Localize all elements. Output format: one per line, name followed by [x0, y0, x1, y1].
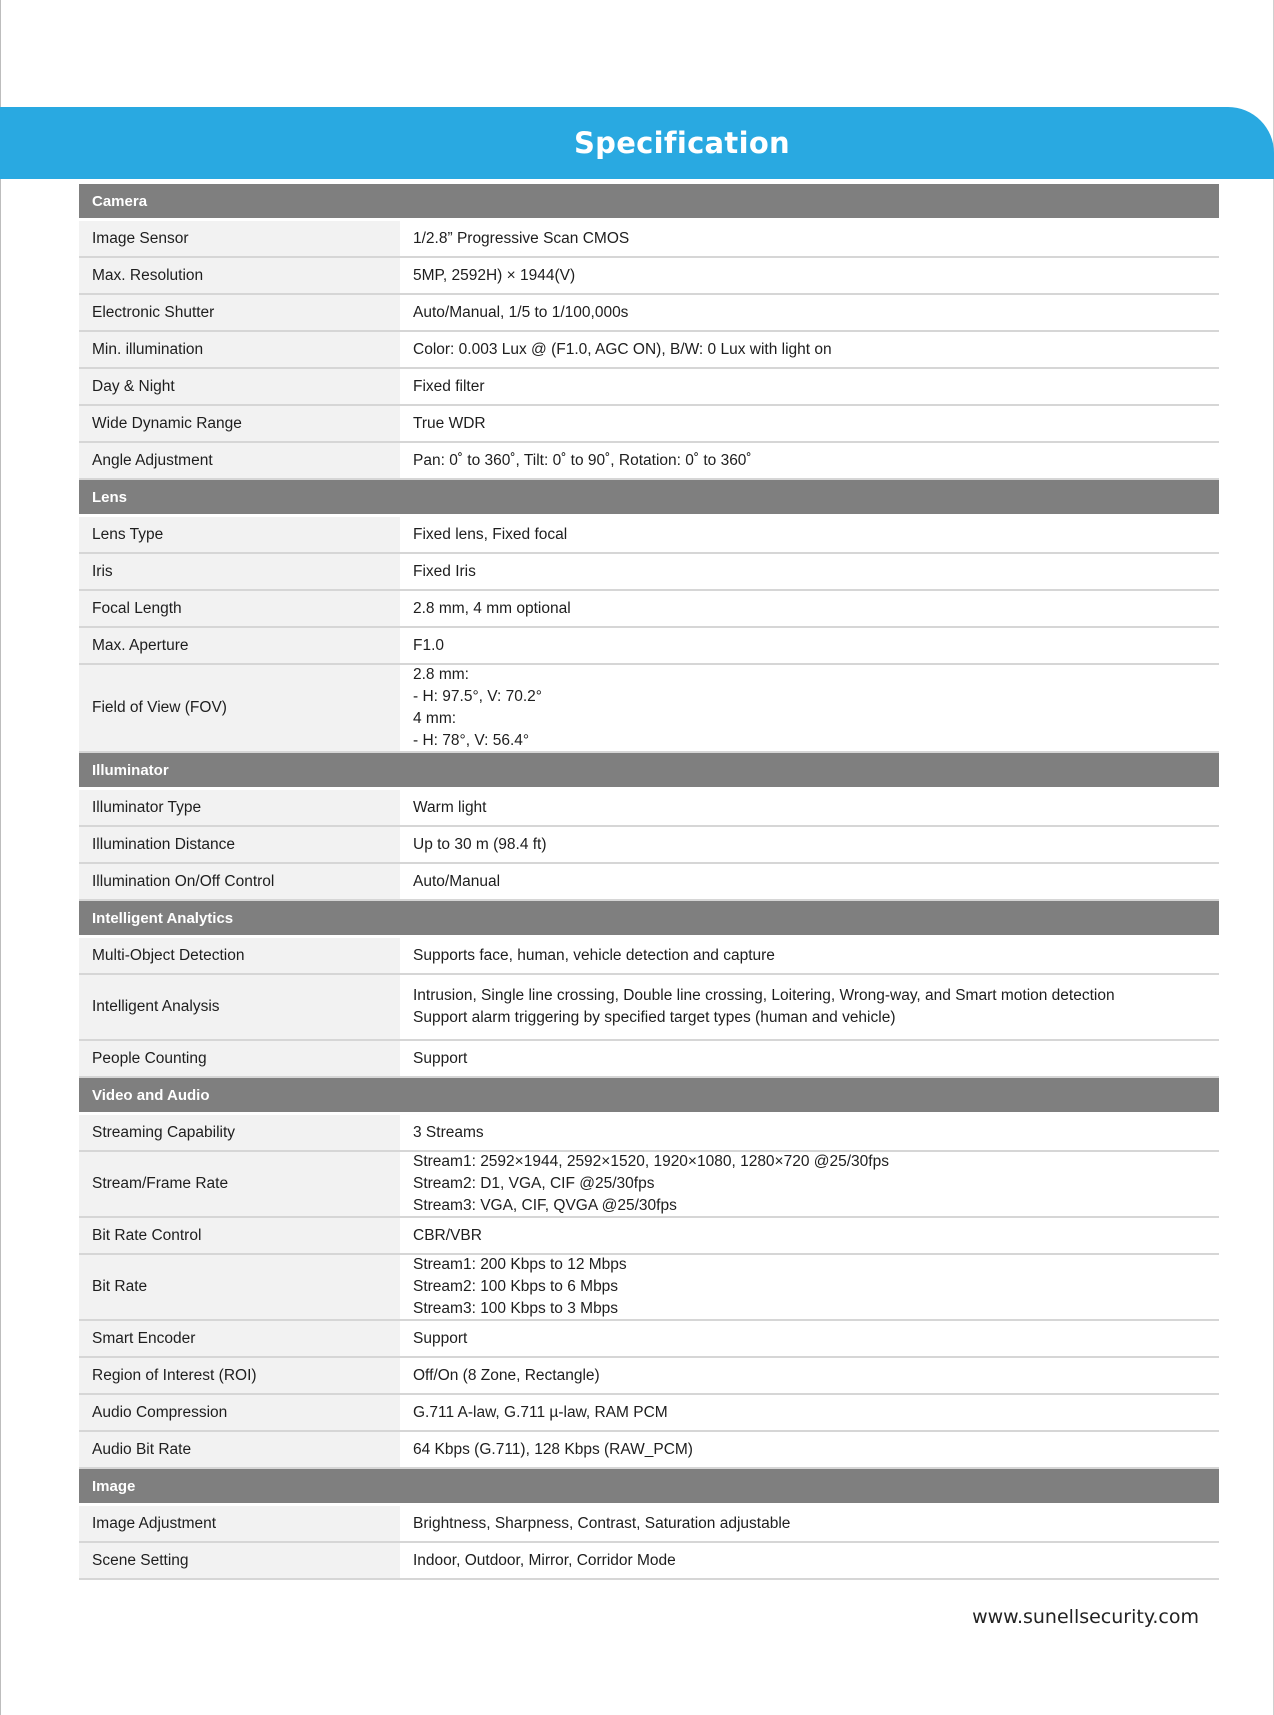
spec-label: Illumination Distance	[79, 827, 400, 862]
spec-row	[79, 938, 1219, 975]
spec-row	[79, 1506, 1219, 1543]
spec-row	[79, 591, 1219, 628]
spec-label: Iris	[79, 554, 400, 589]
spec-value	[403, 827, 1219, 862]
spec-value-line: Support	[413, 1329, 468, 1347]
spec-value-line: Auto/Manual	[413, 872, 501, 890]
spec-label: Image Sensor	[79, 221, 400, 256]
spec-label: Stream/Frame Rate	[79, 1152, 400, 1216]
spec-value	[403, 1432, 1219, 1467]
spec-value-line: Stream2: 100 Kbps to 6 Mbps	[413, 1278, 619, 1295]
section-header-camera: Camera	[79, 184, 1219, 221]
spec-label: Focal Length	[79, 591, 400, 626]
spec-row	[79, 517, 1219, 554]
spec-value-line: True WDR	[413, 414, 486, 432]
spec-value-line: 3 Streams	[413, 1123, 484, 1141]
spec-value	[403, 665, 1219, 751]
spec-value	[403, 1395, 1219, 1430]
spec-value	[403, 258, 1219, 293]
spec-value-line: 5MP, 2592H) × 1944(V)	[413, 266, 576, 284]
spec-label: Scene Setting	[79, 1543, 400, 1578]
spec-label: Bit Rate Control	[79, 1218, 400, 1253]
spec-value	[403, 1115, 1219, 1150]
spec-value-line: Stream1: 200 Kbps to 12 Mbps	[413, 1256, 627, 1273]
spec-value-line: Intrusion, Single line crossing, Double line crossing, Loitering, Wrong-way, and Smart motion detection	[413, 987, 1115, 1004]
footer-website: www.sunellsecurity.com	[972, 1606, 1199, 1628]
spec-value-line: Off/On (8 Zone, Rectangle)	[413, 1366, 600, 1384]
spec-label: Audio Compression	[79, 1395, 400, 1430]
spec-row	[79, 1255, 1219, 1321]
spec-row	[79, 1115, 1219, 1152]
spec-value	[403, 938, 1219, 973]
spec-table	[79, 184, 1219, 1580]
spec-value	[403, 1543, 1219, 1578]
spec-value-line: F1.0	[413, 636, 445, 654]
spec-label: Illuminator Type	[79, 790, 400, 825]
spec-value-line: 2.8 mm:	[413, 666, 469, 683]
spec-value	[403, 1321, 1219, 1356]
spec-label: Audio Bit Rate	[79, 1432, 400, 1467]
spec-value-line: Support alarm triggering by specified target types (human and vehicle)	[413, 1009, 896, 1026]
spec-value-line: Support	[413, 1049, 468, 1067]
spec-row	[79, 975, 1219, 1041]
section-header-video-audio: Video and Audio	[79, 1078, 1219, 1115]
spec-value	[403, 1218, 1219, 1253]
spec-value-line: - H: 78°, V: 56.4°	[413, 732, 530, 749]
spec-row	[79, 554, 1219, 591]
spec-value	[403, 517, 1219, 552]
spec-value-line: Auto/Manual, 1/5 to 1/100,000s	[413, 303, 629, 321]
spec-value	[403, 443, 1219, 478]
spec-value-line: Color: 0.003 Lux @ (F1.0, AGC ON), B/W: 0 Lux with light on	[413, 340, 832, 358]
spec-value	[403, 369, 1219, 404]
spec-value	[403, 1041, 1219, 1076]
spec-label: Max. Resolution	[79, 258, 400, 293]
spec-value-line: Fixed lens, Fixed focal	[413, 525, 568, 543]
spec-label: Image Adjustment	[79, 1506, 400, 1541]
spec-value-line: Supports face, human, vehicle detection and capture	[413, 946, 775, 964]
header-banner	[0, 107, 1274, 179]
spec-label: Electronic Shutter	[79, 295, 400, 330]
spec-label: Min. illumination	[79, 332, 400, 367]
spec-row	[79, 1543, 1219, 1580]
spec-row	[79, 406, 1219, 443]
spec-value-line: 64 Kbps (G.711), 128 Kbps (RAW_PCM)	[413, 1440, 693, 1458]
spec-label: Illumination On/Off Control	[79, 864, 400, 899]
spec-value-line: CBR/VBR	[413, 1226, 482, 1244]
spec-value-line: 2.8 mm, 4 mm optional	[413, 599, 571, 617]
spec-value	[403, 591, 1219, 626]
spec-row	[79, 628, 1219, 665]
section-header-illuminator: Illuminator	[79, 753, 1219, 790]
spec-row	[79, 1218, 1219, 1255]
spec-row	[79, 295, 1219, 332]
spec-value-line: Stream3: VGA, CIF, QVGA @25/30fps	[413, 1197, 677, 1214]
spec-label: People Counting	[79, 1041, 400, 1076]
section-header-image: Image	[79, 1469, 1219, 1506]
spec-row	[79, 827, 1219, 864]
spec-value-line: G.711 A-law, G.711 µ-law, RAM PCM	[413, 1403, 668, 1421]
spec-row	[79, 258, 1219, 295]
spec-value	[403, 864, 1219, 899]
spec-row	[79, 1358, 1219, 1395]
spec-row	[79, 1152, 1219, 1218]
spec-value	[403, 332, 1219, 367]
spec-label: Intelligent Analysis	[79, 975, 400, 1039]
spec-row	[79, 1321, 1219, 1358]
spec-value	[403, 628, 1219, 663]
spec-row	[79, 332, 1219, 369]
spec-value	[403, 406, 1219, 441]
page-title: Specification	[573, 126, 791, 160]
spec-value-line: Fixed Iris	[413, 562, 476, 580]
spec-value-line: Stream1: 2592×1944, 2592×1520, 1920×1080, 1280×720 @25/30fps	[413, 1153, 889, 1170]
spec-label: Multi-Object Detection	[79, 938, 400, 973]
spec-label: Max. Aperture	[79, 628, 400, 663]
spec-row	[79, 1395, 1219, 1432]
spec-value	[403, 790, 1219, 825]
spec-row	[79, 1041, 1219, 1078]
spec-label: Wide Dynamic Range	[79, 406, 400, 441]
spec-row	[79, 1432, 1219, 1469]
spec-label: Region of Interest (ROI)	[79, 1358, 400, 1393]
spec-value-line: Stream2: D1, VGA, CIF @25/30fps	[413, 1175, 655, 1192]
spec-value-line: - H: 97.5°, V: 70.2°	[413, 688, 542, 705]
spec-value-line: Indoor, Outdoor, Mirror, Corridor Mode	[413, 1551, 676, 1569]
spec-label: Angle Adjustment	[79, 443, 400, 478]
spec-label: Streaming Capability	[79, 1115, 400, 1150]
spec-value-line: Pan: 0˚ to 360˚, Tilt: 0˚ to 90˚, Rotation: 0˚ to 360˚	[413, 451, 752, 469]
spec-value-line: 4 mm:	[413, 710, 457, 727]
spec-value-line: Up to 30 m (98.4 ft)	[413, 835, 547, 853]
spec-row	[79, 369, 1219, 406]
spec-row	[79, 221, 1219, 258]
spec-label: Lens Type	[79, 517, 400, 552]
section-header-analytics: Intelligent Analytics	[79, 901, 1219, 938]
spec-value	[403, 1506, 1219, 1541]
spec-row	[79, 443, 1219, 480]
spec-value-line: Warm light	[413, 798, 487, 816]
spec-label: Bit Rate	[79, 1255, 400, 1319]
spec-value-line: Brightness, Sharpness, Contrast, Saturation adjustable	[413, 1514, 791, 1532]
spec-value	[403, 1152, 1219, 1216]
spec-value-line: Fixed filter	[413, 377, 485, 395]
page-edge	[0, 0, 1, 1715]
spec-value	[403, 1358, 1219, 1393]
spec-value	[403, 1255, 1219, 1319]
spec-label: Smart Encoder	[79, 1321, 400, 1356]
spec-value	[403, 295, 1219, 330]
spec-label: Field of View (FOV)	[79, 665, 400, 751]
section-header-lens: Lens	[79, 480, 1219, 517]
spec-value	[403, 221, 1219, 256]
spec-row	[79, 665, 1219, 753]
spec-value	[403, 554, 1219, 589]
spec-row	[79, 790, 1219, 827]
spec-value-line: Stream3: 100 Kbps to 3 Mbps	[413, 1300, 619, 1317]
spec-value	[403, 975, 1219, 1039]
spec-value-line: 1/2.8” Progressive Scan CMOS	[413, 229, 630, 247]
spec-label: Day & Night	[79, 369, 400, 404]
spec-row	[79, 864, 1219, 901]
